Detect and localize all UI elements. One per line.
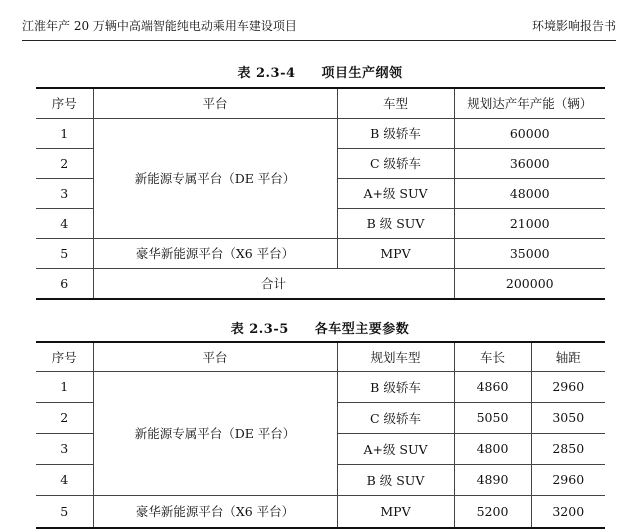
table2-number: 表 2.3-5 [230,322,289,337]
capacity-cell: 60000 [454,118,605,148]
page-header [22,14,616,41]
row-number: 2 [36,148,93,178]
capacity-cell: 48000 [454,178,605,208]
column-header: 平台 [93,342,337,371]
length-cell: 4800 [454,433,531,464]
production-program-table [36,87,605,300]
table-header-row [36,88,605,118]
column-header: 车长 [454,342,531,371]
total-label: 合计 [93,268,454,299]
column-header: 规划达产年产能（辆） [454,88,605,118]
capacity-cell: 35000 [454,238,605,268]
platform-cell: 豪华新能源平台（X6 平台） [93,238,337,268]
model-cell: MPV [337,495,454,528]
row-number: 5 [36,495,93,528]
row-number: 4 [36,208,93,238]
table-row [36,495,605,528]
row-number: 3 [36,433,93,464]
table-row [36,238,605,268]
document-type: 环境影响报告书 [531,19,616,33]
column-header: 序号 [36,88,93,118]
total-row [36,268,605,299]
platform-cell: 豪华新能源平台（X6 平台） [93,495,337,528]
document-title: 江淮年产 20 万辆中高端智能纯电动乘用车建设项目 [22,19,297,33]
length-cell: 4890 [454,464,531,495]
length-cell: 5050 [454,402,531,433]
row-number: 4 [36,464,93,495]
vehicle-parameters-table [36,341,605,529]
model-cell: MPV [337,238,454,268]
platform-cell: 新能源专属平台（DE 平台） [93,118,337,238]
row-number: 6 [36,268,93,299]
model-cell: C 级轿车 [337,148,454,178]
model-cell: C 级轿车 [337,402,454,433]
length-cell: 5200 [454,495,531,528]
row-number: 1 [36,371,93,402]
wheelbase-cell: 2960 [531,371,605,402]
table-header-row [36,342,605,371]
table1-title: 项目生产纲领 [321,66,403,81]
column-header: 规划车型 [337,342,454,371]
length-cell: 4860 [454,371,531,402]
capacity-cell: 36000 [454,148,605,178]
row-number: 1 [36,118,93,148]
model-cell: B 级轿车 [337,371,454,402]
total-capacity: 200000 [454,268,605,299]
model-cell: A+级 SUV [337,433,454,464]
table2-title: 各车型主要参数 [314,322,410,337]
column-header: 序号 [36,342,93,371]
table1-caption [0,62,640,81]
wheelbase-cell: 3050 [531,402,605,433]
column-header: 平台 [93,88,337,118]
table2-caption [0,318,640,337]
table-row [36,118,605,148]
table-row [36,371,605,402]
model-cell: A+级 SUV [337,178,454,208]
model-cell: B 级 SUV [337,208,454,238]
platform-cell: 新能源专属平台（DE 平台） [93,371,337,495]
wheelbase-cell: 2960 [531,464,605,495]
column-header: 车型 [337,88,454,118]
row-number: 3 [36,178,93,208]
model-cell: B 级轿车 [337,118,454,148]
row-number: 2 [36,402,93,433]
wheelbase-cell: 3200 [531,495,605,528]
table1-number: 表 2.3-4 [237,66,296,81]
model-cell: B 级 SUV [337,464,454,495]
column-header: 轴距 [531,342,605,371]
wheelbase-cell: 2850 [531,433,605,464]
row-number: 5 [36,238,93,268]
capacity-cell: 21000 [454,208,605,238]
